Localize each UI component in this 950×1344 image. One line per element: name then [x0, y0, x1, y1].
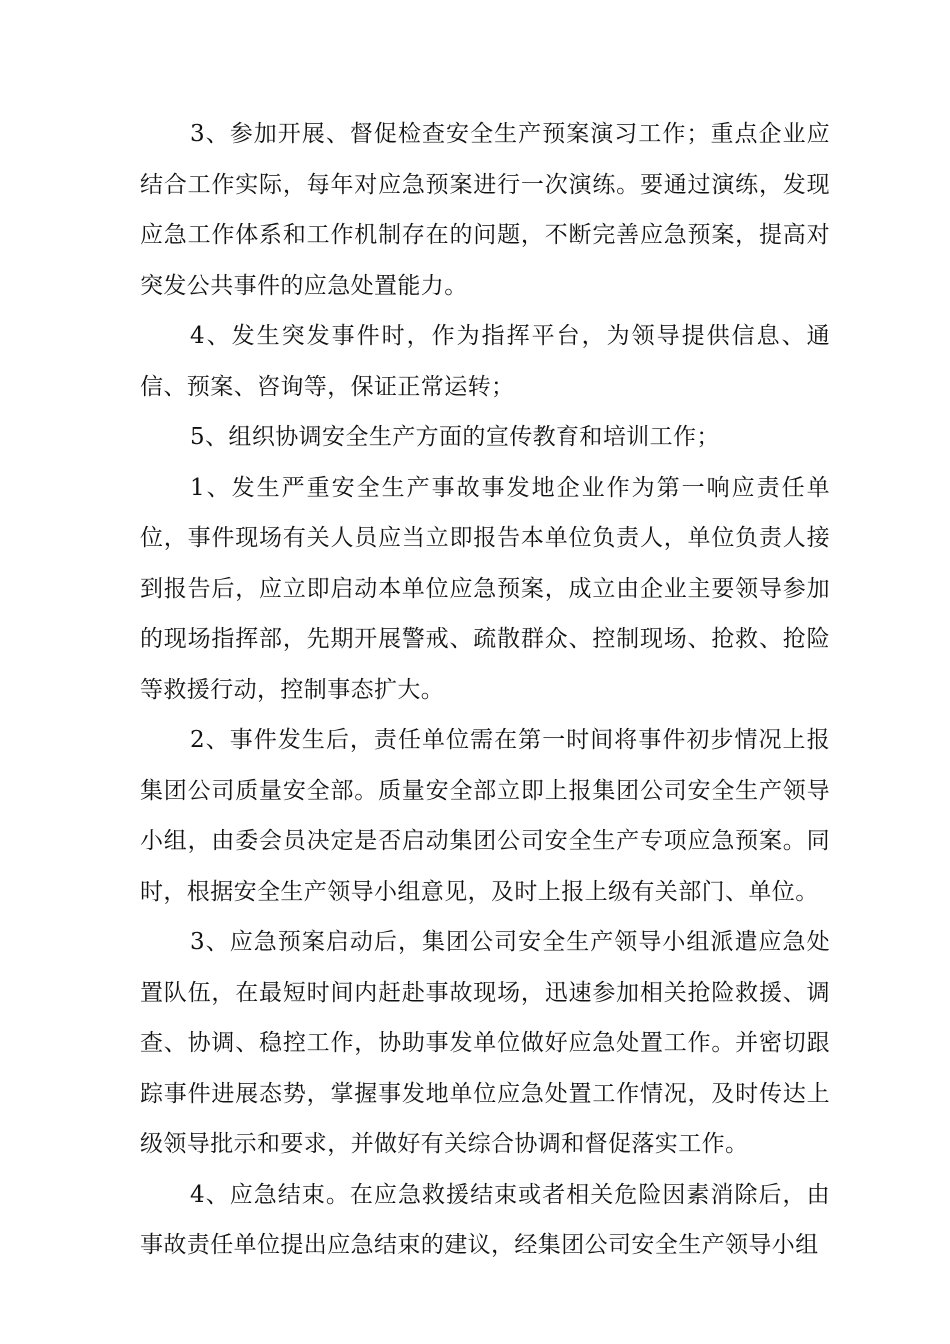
paragraph-training: 5、组织协调安全生产方面的宣传教育和培训工作；	[190, 424, 720, 450]
paragraph-first-response: 1、发生严重安全生产事故事发地企业作为第一响应责任单位，事件现场有关人员应当立即报告本单位负责人，单位负责人接到报告后，应立即启动本单位应急预案，成立由企业主要领导参加的现场指挥部，先期开展警戒、疏散群众、控制现场、抢救、抢险等救援行动，控制事态扩大。	[140, 474, 830, 703]
paragraph-emergency-end: 4、应急结束。在应急救援结束或者相关危险因素消除后，由事故责任单位提出应急结束的建议，经集团公司安全生产领导小组	[140, 1181, 830, 1258]
paragraph-reporting: 2、事件发生后，责任单位需在第一时间将事件初步情况上报集团公司质量安全部。质量安全部立即上报集团公司安全生产领导小组，由委会员决定是否启动集团公司安全生产专项应急预案。同时，根据安全生产领导小组意见，及时上报上级有关部门、单位。	[140, 727, 830, 905]
paragraph-plan-activation: 3、应急预案启动后，集团公司安全生产领导小组派遣应急处置队伍，在最短时间内赶赴事故现场，迅速参加相关抢险救援、调查、协调、稳控工作，协助事发单位做好应急处置工作。并密切跟踪事件进展态势，掌握事发地单位应急处置工作情况，及时传达上级领导批示和要求，并做好有关综合协调和督促落实工作。	[140, 929, 830, 1157]
paragraph-command-platform: 4、发生突发事件时，作为指挥平台，为领导提供信息、通信、预案、咨询等，保证正常运转；	[140, 323, 830, 400]
paragraph-drill-work: 3、参加开展、督促检查安全生产预案演习工作；重点企业应结合工作实际，每年对应急预案进行一次演练。要通过演练，发现应急工作体系和工作机制存在的问题，不断完善应急预案，提高对突发公共事件的应急处置能力。	[140, 121, 830, 299]
